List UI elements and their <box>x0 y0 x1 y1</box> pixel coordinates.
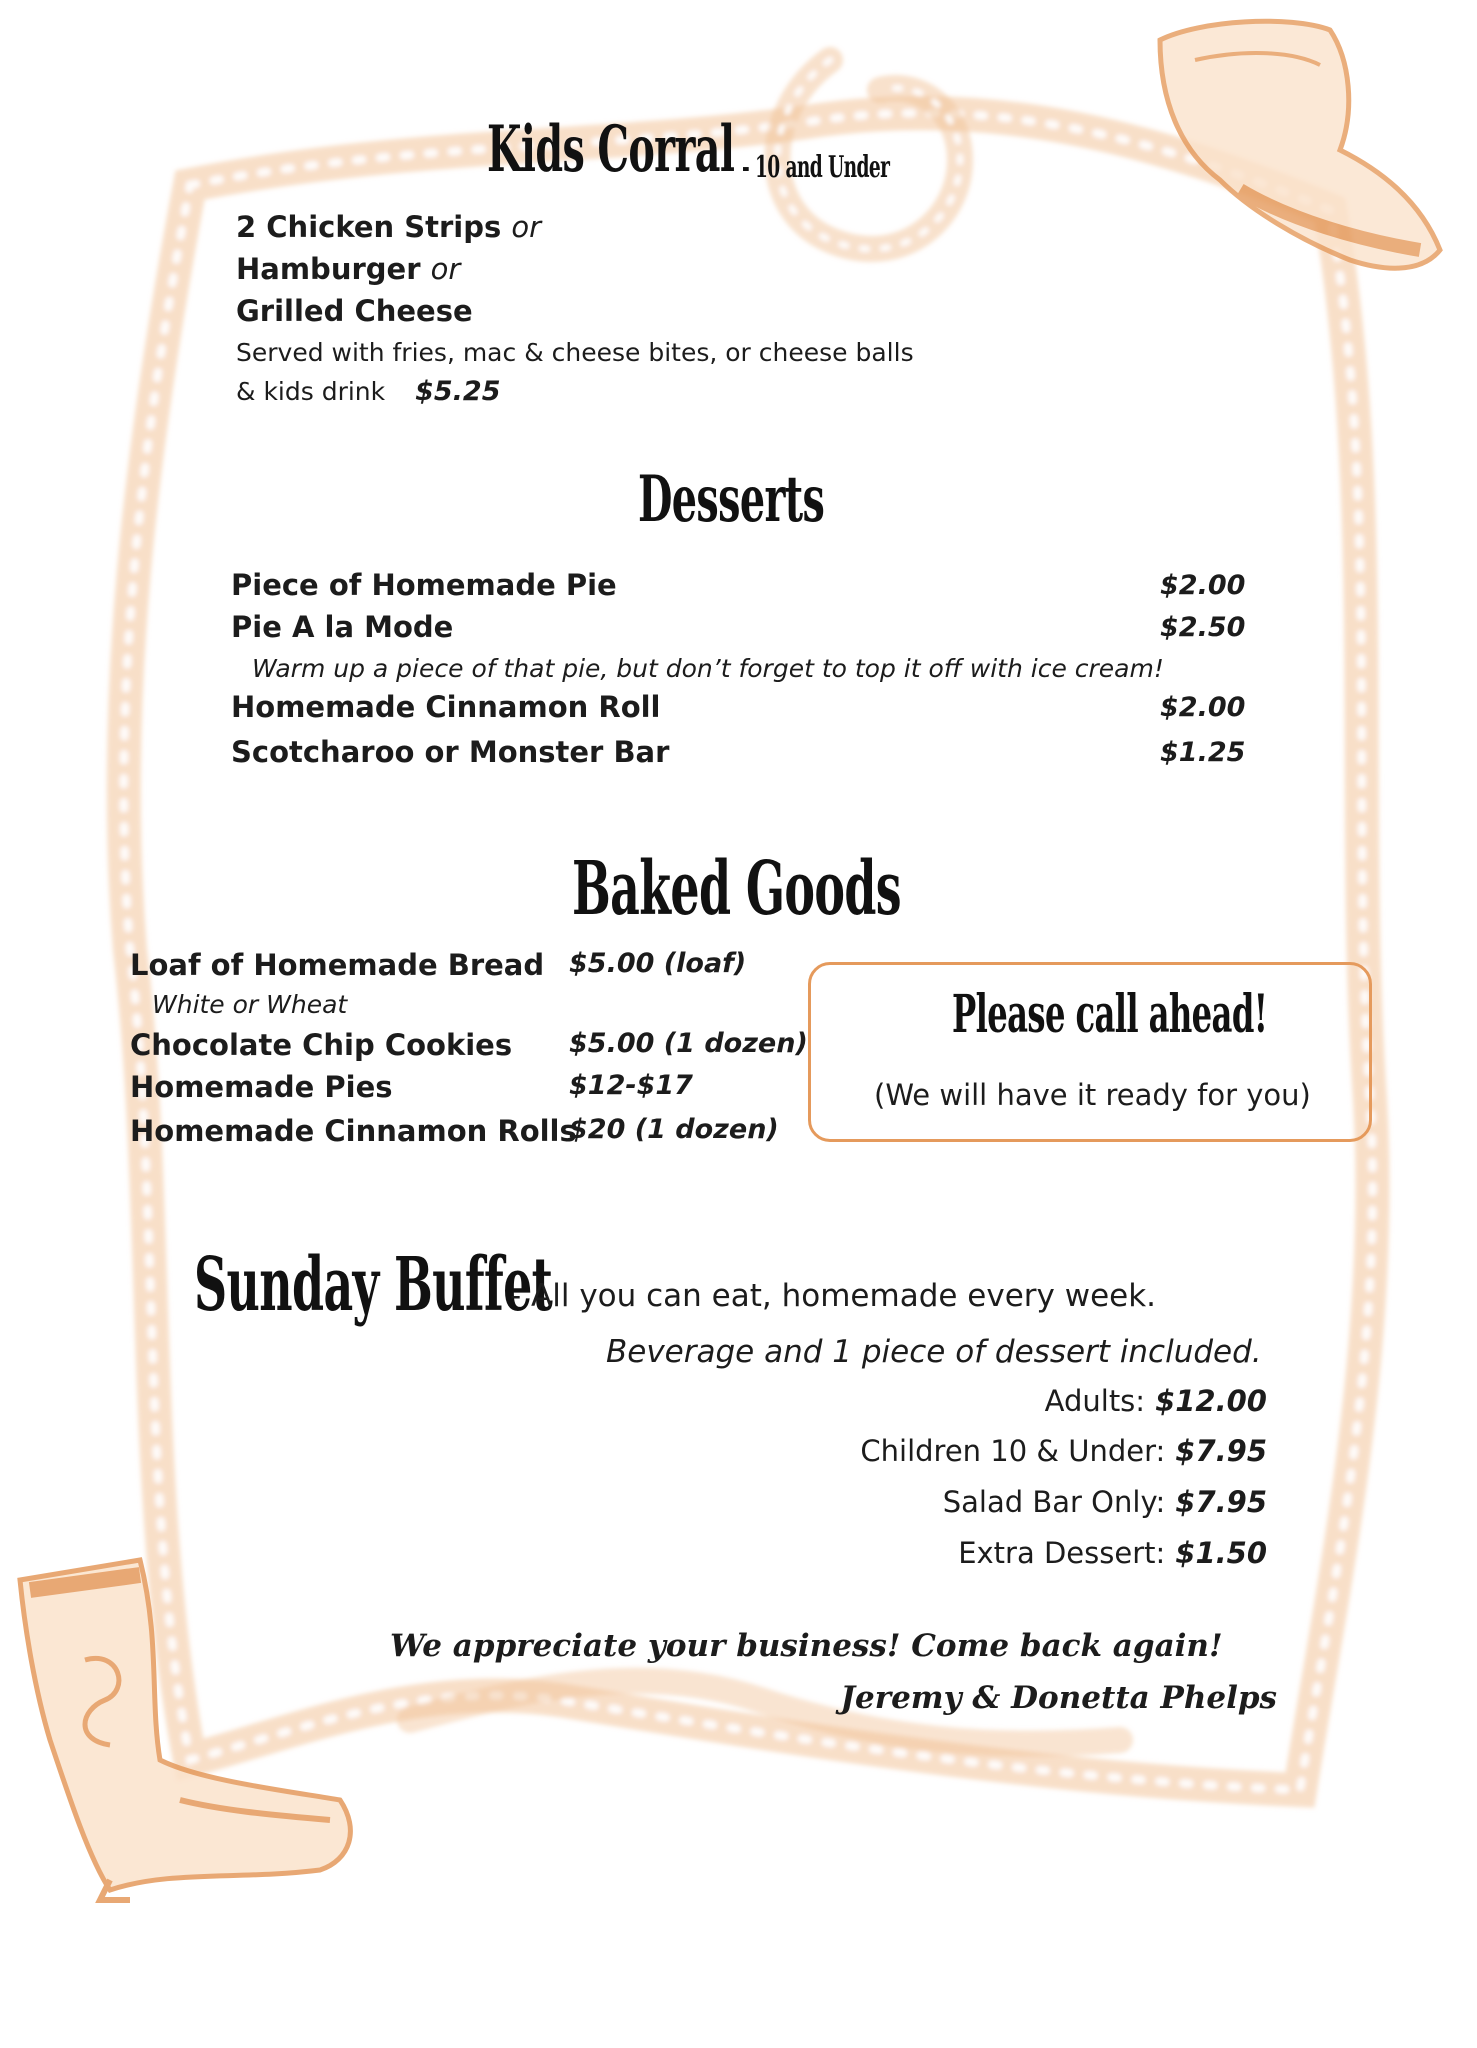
thanks-message: We appreciate your business! Come back again! <box>390 1628 1223 1664</box>
kids-item-connector: or <box>430 252 461 286</box>
kids-item-chicken-strips <box>236 210 541 244</box>
owners-signature: Jeremy & Donetta Phelps <box>840 1680 1277 1716</box>
buffet-row-extra-dessert <box>958 1536 1267 1570</box>
buffet-price: $12.00 <box>1155 1384 1267 1418</box>
buffet-label: Extra Dessert: <box>958 1536 1166 1570</box>
kids-item-label: Grilled Cheese <box>236 294 473 328</box>
kids-item-grilled-cheese <box>236 294 473 328</box>
kids-price: $5.25 <box>415 376 501 407</box>
baked-goods-title: Baked Goods <box>572 846 902 932</box>
buffet-row-salad-bar <box>943 1485 1267 1519</box>
baked-price-pies: $12-$17 <box>569 1070 693 1101</box>
kids-drink-label: & kids drink <box>236 377 386 406</box>
dessert-price-cinnamon-roll: $2.00 <box>1160 692 1246 723</box>
baked-item-bread: Loaf of Homemade Bread <box>130 948 545 982</box>
baked-price-cookies: $5.00 (1 dozen) <box>569 1028 808 1059</box>
dessert-price-pie: $2.00 <box>1160 570 1246 601</box>
baked-item-cookies: Chocolate Chip Cookies <box>130 1028 513 1062</box>
call-ahead-text: (We will have it ready for you) <box>874 1078 1311 1112</box>
baked-price-cinnamon-rolls: $20 (1 dozen) <box>569 1114 779 1145</box>
call-ahead-title: Please call ahead! <box>952 984 1268 1045</box>
dessert-item-pie: Piece of Homemade Pie <box>231 568 617 602</box>
dessert-note: Warm up a piece of that pie, but don’t forget to top it off with ice cream! <box>252 654 1164 683</box>
dessert-item-pie-a-la-mode: Pie A la Mode <box>231 610 454 644</box>
dessert-item-cinnamon-roll: Homemade Cinnamon Roll <box>231 690 661 724</box>
sunday-tagline: - All you can eat, homemade every week. <box>510 1278 1157 1314</box>
kids-drink <box>236 376 500 407</box>
buffet-price: $7.95 <box>1175 1485 1267 1519</box>
buffet-label: Salad Bar Only: <box>942 1485 1166 1519</box>
buffet-label: Children 10 & Under: <box>860 1434 1166 1468</box>
buffet-row-adults <box>1045 1384 1267 1418</box>
buffet-price: $1.50 <box>1175 1536 1267 1570</box>
dessert-price-scotcharoo: $1.25 <box>1160 737 1246 768</box>
kids-item-connector: or <box>511 210 542 244</box>
baked-price-bread: $5.00 (loaf) <box>569 948 747 979</box>
sunday-buffet-title: Sunday Buffet <box>194 1242 553 1328</box>
buffet-row-children <box>860 1434 1267 1468</box>
baked-item-pies: Homemade Pies <box>130 1070 393 1104</box>
kids-item-label: 2 Chicken Strips <box>236 210 502 244</box>
sunday-included: Beverage and 1 piece of dessert included. <box>606 1334 1262 1370</box>
dessert-item-scotcharoo: Scotcharoo or Monster Bar <box>231 735 670 769</box>
desserts-title: Desserts <box>638 462 825 537</box>
buffet-price: $7.95 <box>1175 1434 1267 1468</box>
kids-description: Served with fries, mac & cheese bites, or cheese balls <box>236 338 914 367</box>
bread-note: White or Wheat <box>152 990 348 1019</box>
buffet-label: Adults: <box>1044 1384 1146 1418</box>
kids-item-hamburger <box>236 252 460 286</box>
kids-item-label: Hamburger <box>236 252 421 286</box>
baked-item-cinnamon-rolls: Homemade Cinnamon Rolls <box>130 1114 577 1148</box>
kids-corral-subtitle: - 10 and Under <box>742 150 890 185</box>
cowboy-hat-icon <box>1160 21 1440 268</box>
kids-corral-title: Kids Corral <box>487 112 735 187</box>
dessert-price-pie-a-la-mode: $2.50 <box>1160 612 1246 643</box>
